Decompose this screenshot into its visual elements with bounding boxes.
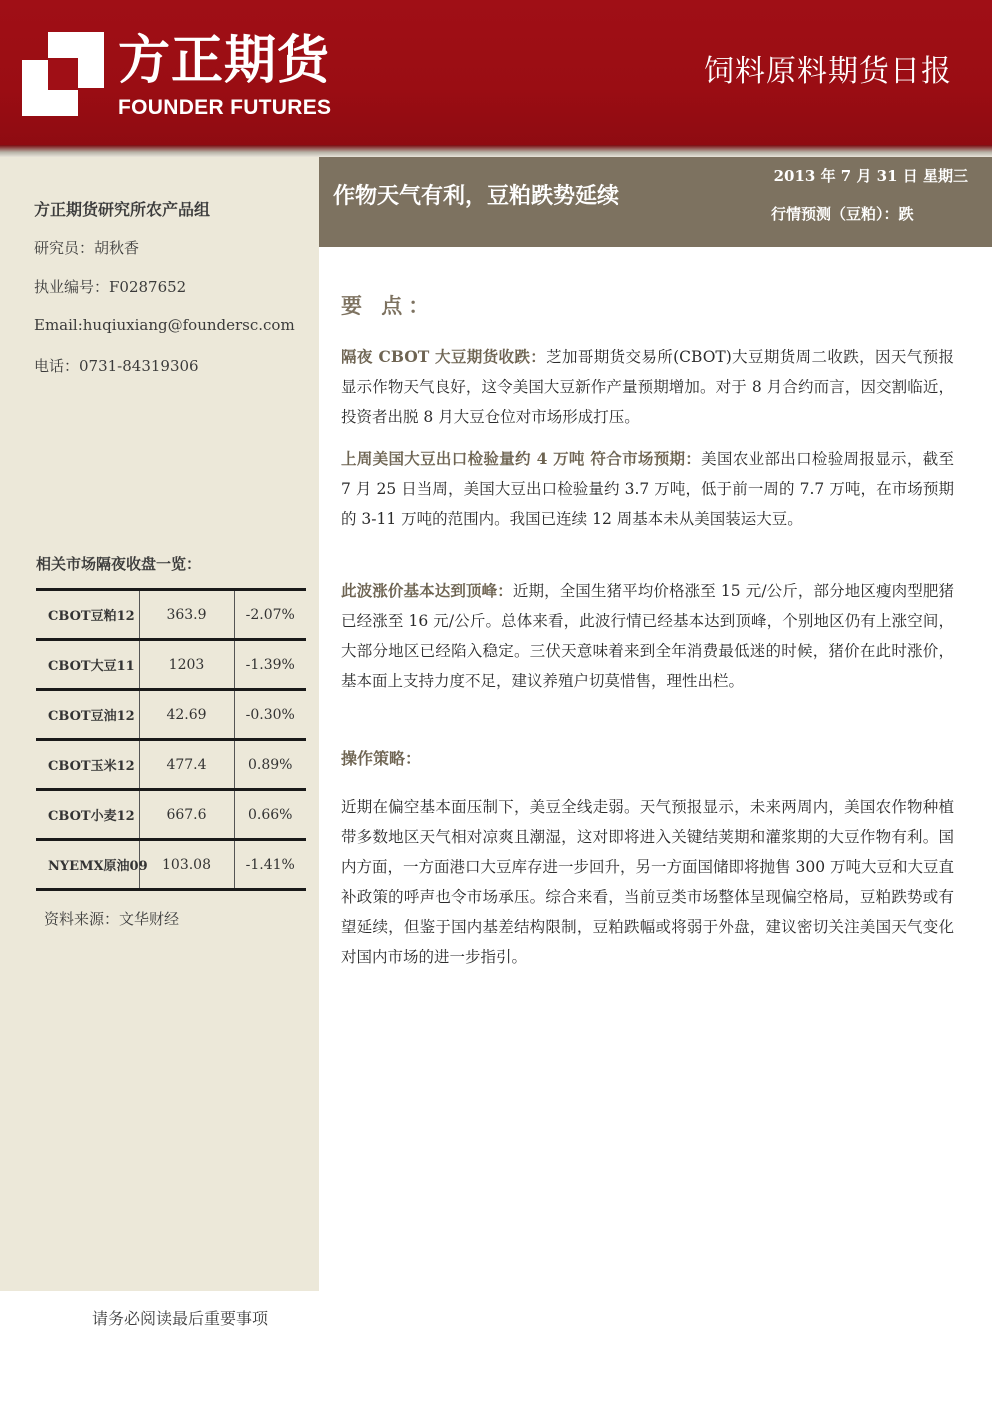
key-point-1 [341, 342, 954, 432]
report-date: 2013 年 7 月 31 日 星期三 [773, 167, 968, 185]
key-points-title: 要 点： [341, 293, 436, 318]
quote-change: -1.41% [234, 840, 306, 890]
key-point-lead: 隔夜 CBOT 大豆期货收跌： [341, 347, 547, 366]
key-point-lead: 上周美国大豆出口检验量约 4 万吨 符合市场预期： [341, 449, 702, 468]
quote-row [36, 790, 306, 840]
quote-price: 42.69 [139, 690, 234, 740]
footer-disclaimer-note: 请务必阅读最后重要事项 [92, 1309, 269, 1328]
logo-english-name: FOUNDER FUTURES [118, 96, 332, 119]
key-point-text: 芝加哥期货交易所(CBOT)大豆期货周二收跌，因天气预报显示作物天气良好，这令美国大豆新作产量预期增加。对于 8 月合约而言，因交割临近，投资者出脱 8 月大豆仓位对市场形成打压。 [341, 348, 954, 426]
quote-row [36, 690, 306, 740]
report-name: 饲料原料期货日报 [704, 54, 952, 89]
email-address: Email:huqiuxiang@foundersc.com [34, 316, 295, 334]
phone-number: 电话：0731-84319306 [34, 357, 199, 375]
quote-change: 0.89% [234, 740, 306, 790]
quote-name: CBOT小麦12 [36, 790, 139, 840]
quote-price: 477.4 [139, 740, 234, 790]
market-forecast: 行情预测（豆粕）：跌 [771, 205, 914, 223]
logo-chinese-name: 方正期货 [118, 31, 331, 91]
quote-row [36, 840, 306, 890]
quote-name: CBOT豆油12 [36, 690, 139, 740]
quote-table [36, 588, 306, 891]
title-band [319, 157, 992, 247]
strategy-text: 近期在偏空基本面压制下，美豆全线走弱。天气预报显示，未来两周内，美国农作物种植带多数地区天气相对凉爽且潮湿，这对即将进入关键结荚期和灌浆期的大豆作物有利。国内方面，一方面港口大豆库存进一步回升，另一方面国储即将抛售 300 万吨大豆和大豆直补政策的呼声也令市场承压。综合来看，当前豆类市场整体呈现偏空格局，豆粕跌势或有望延续，但鉴于国内基差结构限制，豆粕跌幅或将弱于外盘，建议密切关注美国天气变化对国内市场的进一步指引。 [341, 798, 954, 966]
key-point-text: 美国农业部出口检验周报显示，截至 7 月 25 日当周，美国大豆出口检验量约 3.7 万吨，低于前一周的 7.7 万吨，在市场预期的 3-11 万吨的范围内。我国已连续 12 周基本未从美国装运大豆。 [341, 450, 954, 528]
quote-price: 363.9 [139, 590, 234, 640]
key-point-text: 近期，全国生猪平均价格涨至 15 元/公斤，部分地区瘦肉型肥猪已经涨至 16 元/公斤。总体来看，此波行情已经基本达到顶峰，个别地区仍有上涨空间，大部分地区已经陷入稳定。三伏天意味着来到全年消费最低迷的时候，猪价在此时涨价，基本面上支持力度不足，建议养殖户切莫惜售，理性出栏。 [341, 582, 954, 690]
quote-change: -2.07% [234, 590, 306, 640]
header-band [0, 0, 992, 150]
header-divider [0, 145, 992, 157]
quote-price: 667.6 [139, 790, 234, 840]
quote-name: CBOT大豆11 [36, 640, 139, 690]
key-point-2 [341, 444, 954, 534]
quote-change: -0.30% [234, 690, 306, 740]
data-source: 资料来源：文华财经 [44, 910, 180, 928]
org-name: 方正期货研究所农产品组 [34, 200, 211, 219]
strategy-title: 操作策略： [341, 749, 422, 768]
quote-row [36, 590, 306, 640]
analyst-name: 研究员：胡秋香 [34, 239, 140, 257]
quote-price: 103.08 [139, 840, 234, 890]
quote-name: NYEMX原油09 [36, 840, 139, 890]
sidebar [0, 157, 319, 1291]
key-point-3 [341, 576, 954, 696]
key-point-lead: 此波涨价基本达到顶峰： [341, 581, 513, 600]
founder-logo-icon [22, 32, 104, 116]
license-number: 执业编号：F0287652 [34, 278, 187, 296]
quote-price: 1203 [139, 640, 234, 690]
quote-table-title: 相关市场隔夜收盘一览： [36, 555, 202, 573]
quote-row [36, 640, 306, 690]
quote-name: CBOT豆粕12 [36, 590, 139, 640]
quote-name: CBOT玉米12 [36, 740, 139, 790]
quote-change: -1.39% [234, 640, 306, 690]
quote-change: 0.66% [234, 790, 306, 840]
quote-row [36, 740, 306, 790]
headline: 作物天气有利，豆粕跌势延续 [333, 184, 620, 209]
